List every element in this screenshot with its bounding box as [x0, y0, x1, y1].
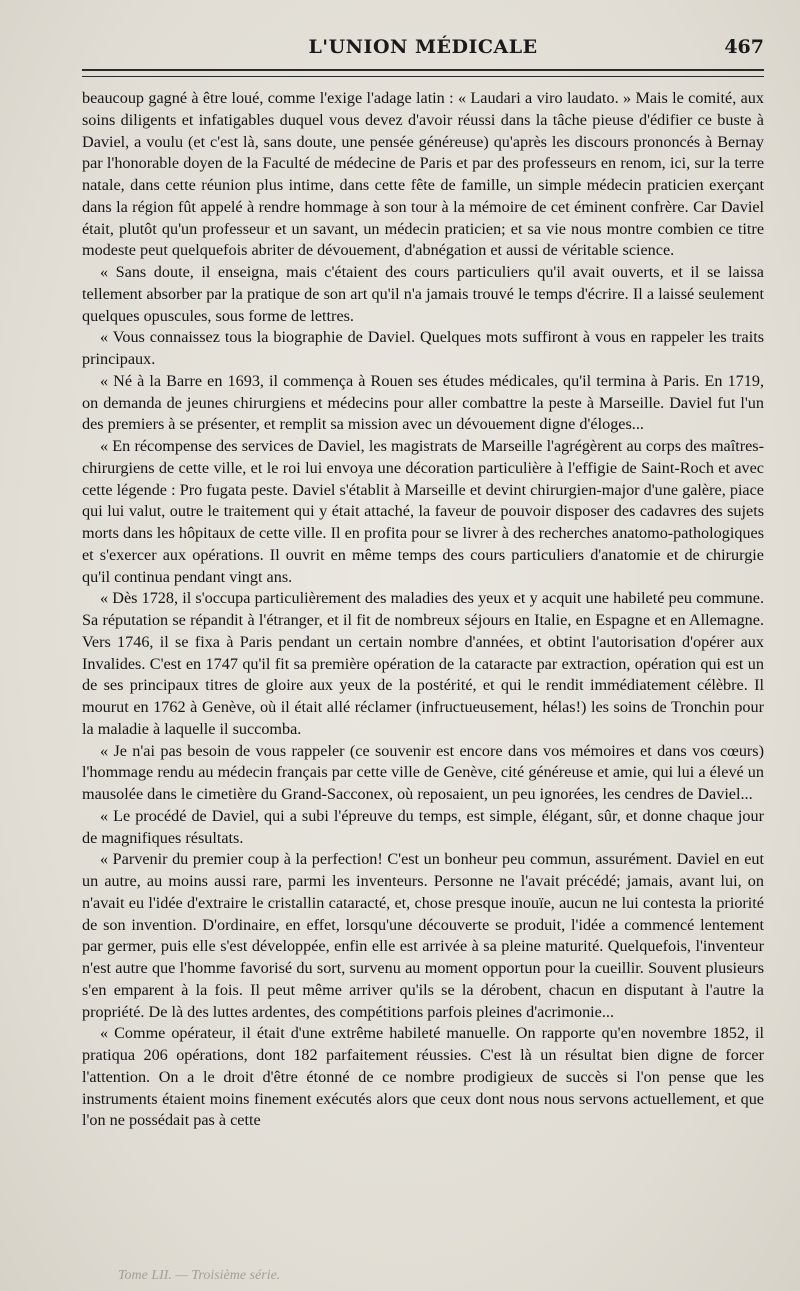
paragraph: « Dès 1728, il s'occupa particulièrement des maladies des yeux et y acquit une habileté peu commune. Sa réputation se répandit à l'étranger, et il fit de nombreux séjours en Italie, en Espagne et en Allemagne. Vers 1746, il se fixa à Paris pendant un certain nombre d'années, et obtint l'autorisation d'opérer aux Invalides. C'est en 1747 qu'il fit sa première opération de la cataracte par extraction, opération qui est un de ses principaux titres de gloire aux yeux de la postérité, et qui le rendit immédiatement célèbre. Il mourut en 1762 à Genève, où il était allé réclamer (infructueusement, hélas!) les soins de Tronchin pour la maladie à laquelle il succomba.	[82, 589, 764, 738]
paragraph: « Sans doute, il enseigna, mais c'étaient des cours particuliers qu'il avait ouverts, et il se laissa tellement absorber par la pratique de son art qu'il n'a jamais trouvé le temps d'écrire. Il a laissé seulement quelques opuscules, sous forme de lettres.	[82, 263, 764, 325]
paragraph: « Né à la Barre en 1693, il commença à Rouen ses études médicales, qu'il termina à Paris. En 1719, on demanda de jeunes chirurgiens et médecins pour aller combattre la peste à Marseille. Daviel fut l'un des premiers à se présenter, et remplit sa mission avec un dévouement digne d'éloges...	[82, 371, 764, 434]
paragraph: beaucoup gagné à être loué, comme l'exige l'adage latin : « Laudari a viro laudato. » Mais le comité, aux soins diligents et infatigables duquel vous devez d'avoir réussi dans la tâche pieuse d'édifier ce buste à Daviel, a voulu (et c'est là, sans doute, une pensée généreuse) qu'après les discours prononcés à Bernay par l'honorable doyen de la Faculté de médecine de Paris et par des professeurs en renom, ici, sur la terre natale, dans cette réunion plus intime, dans cette fête de famille, un simple médecin praticien exerçant dans la région fût appelé à rendre hommage à son tour à la mémoire de cet éminent confrère. Car Daviel était, plutôt qu'un professeur et un savant, un médecin praticien; et sa vie nous montre combien ce titre modeste peut quelquefois abriter de dévouement, d'abnégation et aussi de véritable science.	[82, 89, 764, 260]
page-header	[82, 0, 764, 72]
paragraph: « Vous connaissez tous la biographie de Daviel. Quelques mots suffiront à vous en rappeler les traits principaux.	[82, 328, 764, 368]
header-rule	[82, 69, 764, 71]
paragraph: « Le procédé de Daviel, qui a subi l'épreuve du temps, est simple, élégant, sûr, et donne chaque jour de magnifiques résultats.	[82, 806, 764, 847]
page-number: 467	[724, 36, 764, 58]
paragraph: « Parvenir du premier coup à la perfection! C'est un bonheur peu commun, assurément. Daviel en eut un autre, au moins aussi rare, parmi les inventeurs. Personne ne l'avait précédé; jamais, avant lui, on n'avait eu l'idée d'extraire le cristallin cataracté, et, chose presque inouïe, aucun ne lui contesta la priorité de son invention. D'ordinaire, en effet, lorsqu'une découverte se produit, l'idée a commencé lentement par germer, puis elle s'est développée, enfin elle est arrivée à sa pleine maturité. Quelquefois, l'inventeur n'est autre que l'homme favorisé du sort, survenu au moment opportun pour la cueillir. Souvent plusieurs s'en emparent à la fois. Il peut même arriver qu'ils se la dérobent, chacun en disputant à l'autre la propriété. De là des luttes ardentes, des compétitions parfois pleines d'acrimonie...	[82, 850, 764, 1021]
article-body	[82, 88, 764, 1132]
running-title: L'UNION MÉDICALE	[308, 36, 538, 58]
paragraph: « Je n'ai pas besoin de vous rappeler (ce souvenir est encore dans vos mémoires et dans vos cœurs) l'hommage rendu au médecin français par cette ville de Genève, cité généreuse et amie, qui lui a élevé un mausolée dans le cimetière du Grand-Sacconex, où reposaient, un peu ignorées, les cendres de Daviel...	[82, 741, 764, 803]
paragraph: « Comme opérateur, il était d'une extrême habileté manuelle. On rapporte qu'en novembre 1852, il pratiqua 206 opérations, dont 182 parfaitement réussies. C'est là un résultat bien digne de forcer l'attention. On a le droit d'être étonné de ce nombre prodigieux de succès si l'on pense que les instruments étaient moins finement exécutés alors que ceux dont nous nous servons actuellement, et que l'on ne possédait pas à cette	[82, 1024, 764, 1130]
volume-footer: Tome LII. — Troisième série.	[118, 1268, 281, 1283]
header-rule-thin	[82, 76, 764, 77]
paragraph: « En récompense des services de Daviel, les magistrats de Marseille l'agrégèrent au corps des maîtres-chirurgiens de cette ville, et le roi lui envoya une décoration particulière à l'effigie de Saint-Roch et avec cette légende : Pro fugata peste. Daviel s'établit à Marseille et devint chirurgien-major d'une galère, piace qui lui valut, outre le traitement qui y était attaché, la faveur de pouvoir disposer des cadavres des sujets morts dans les hôpitaux de cette ville. Il en profita pour se livrer à des recherches anatomo-pathologiques et s'exercer aux opérations. Il ouvrit en même temps des cours particuliers d'anatomie et de chirurgie qu'il continua pendant vingt ans.	[82, 437, 764, 586]
